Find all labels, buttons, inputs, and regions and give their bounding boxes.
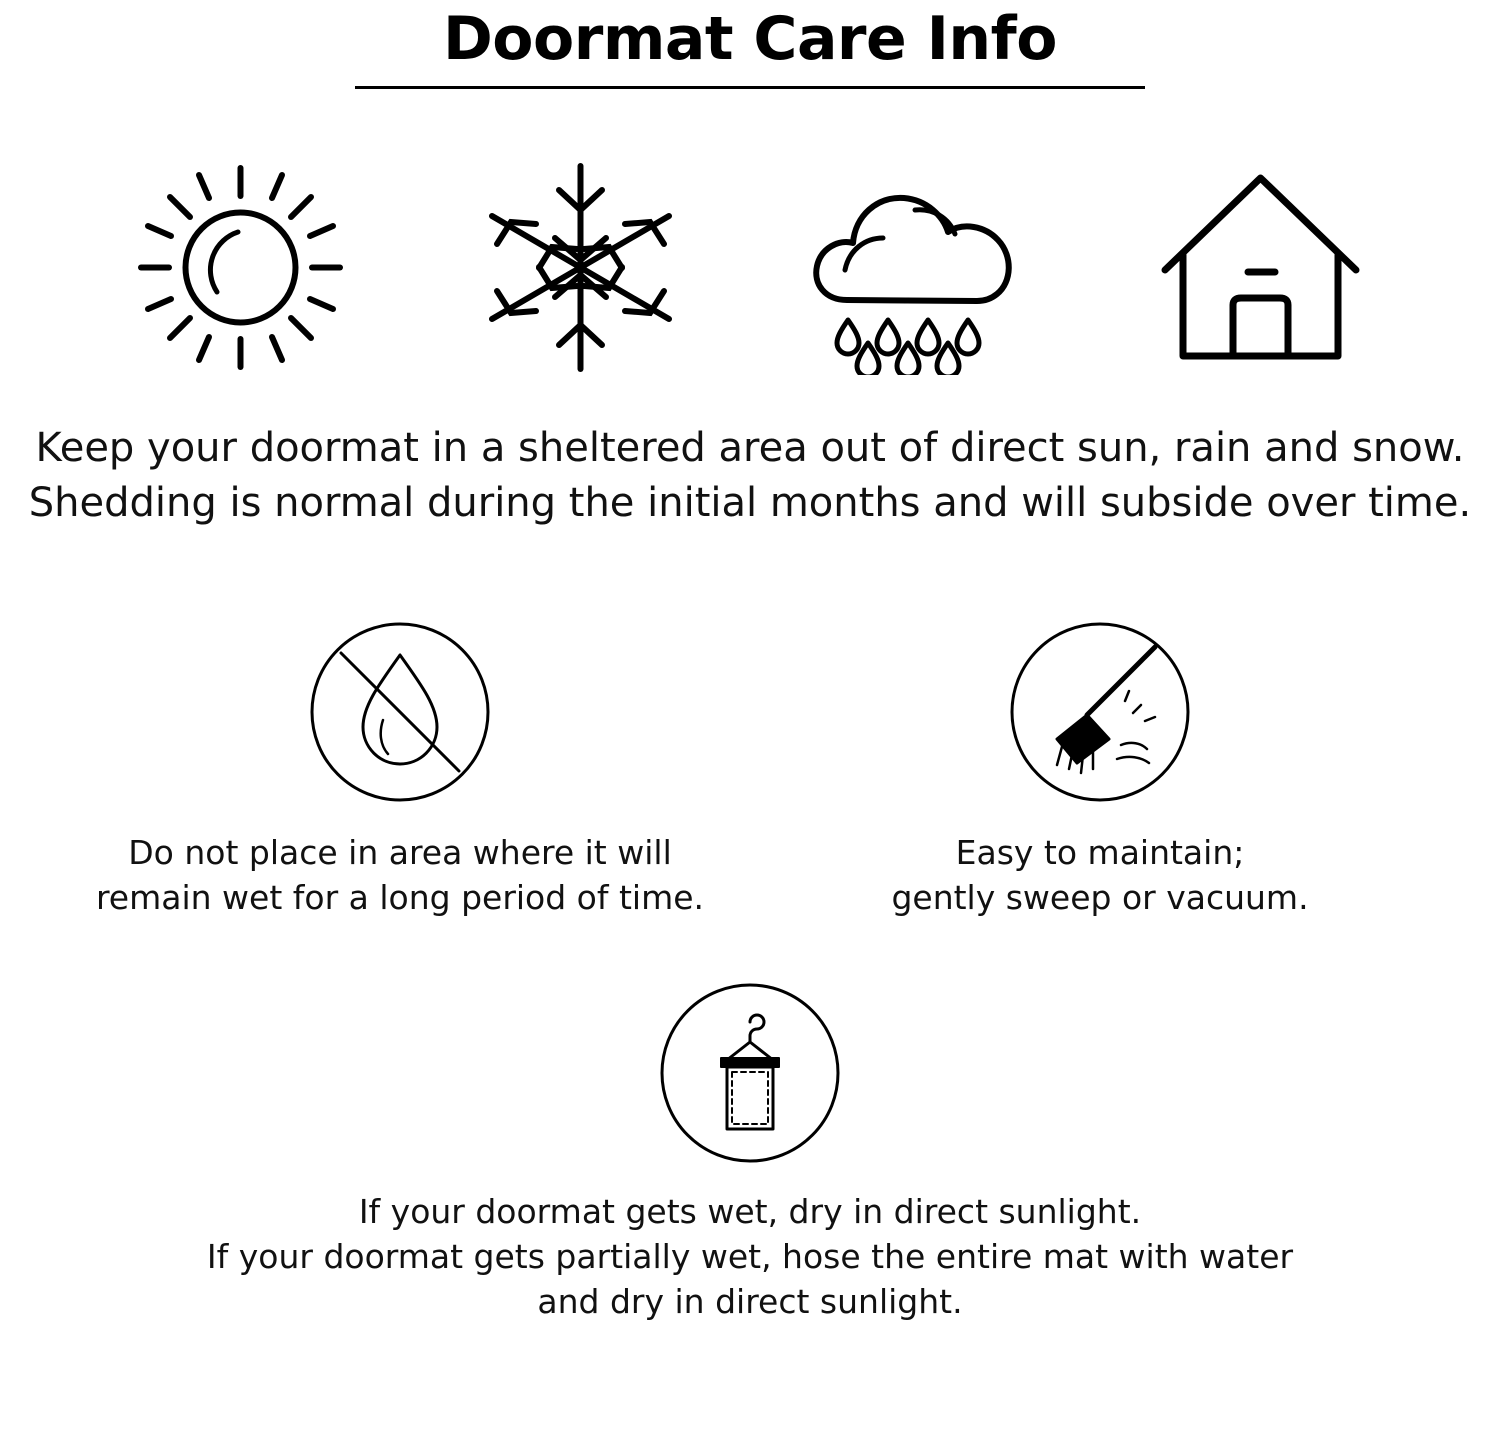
page-header [0,0,1500,89]
weather-icon-cell [795,147,1045,387]
snowflake-icon [473,160,688,375]
intro-line-2: Shedding is normal during the initial months and will subside over time. [28,480,1472,527]
care-caption-sweep [891,831,1308,919]
care-caption-line-2: remain wet for a long period of time. [95,877,705,917]
care-caption-line-1: Do not place in area where it will [128,833,672,873]
weather-icon-cell [1135,147,1385,387]
care-item-hang-dry [0,920,1500,1325]
weather-icon-cell [455,147,705,387]
broom-sweep-icon [1005,617,1195,807]
intro-paragraph [0,387,1500,531]
house-icon [1153,160,1368,375]
bottom-caption-line-3: and dry in direct sunlight. [537,1281,963,1321]
weather-icon-cell [115,147,365,387]
rain-cloud-icon [803,160,1038,375]
care-item-sweep [820,617,1380,919]
page-title: Doormat Care Info [443,4,1057,74]
weather-icon-row [0,89,1500,387]
care-item-no-water [95,617,705,919]
hang-dry-icon [655,978,845,1168]
bottom-caption-line-1: If your doormat gets wet, dry in direct sunlight. [358,1191,1142,1231]
no-water-icon [305,617,495,807]
care-items-row [0,531,1500,919]
sun-icon [133,160,348,375]
bottom-caption-line-2: If your doormat gets partially wet, hose the entire mat with water [206,1236,1294,1276]
bottom-caption [207,1190,1293,1325]
intro-line-1: Keep your doormat in a sheltered area out of direct sun, rain and snow. [35,425,1465,471]
care-caption-line-2: gently sweep or vacuum. [891,877,1309,917]
care-caption-line-1: Easy to maintain; [955,833,1245,873]
care-caption-no-water [96,831,704,919]
